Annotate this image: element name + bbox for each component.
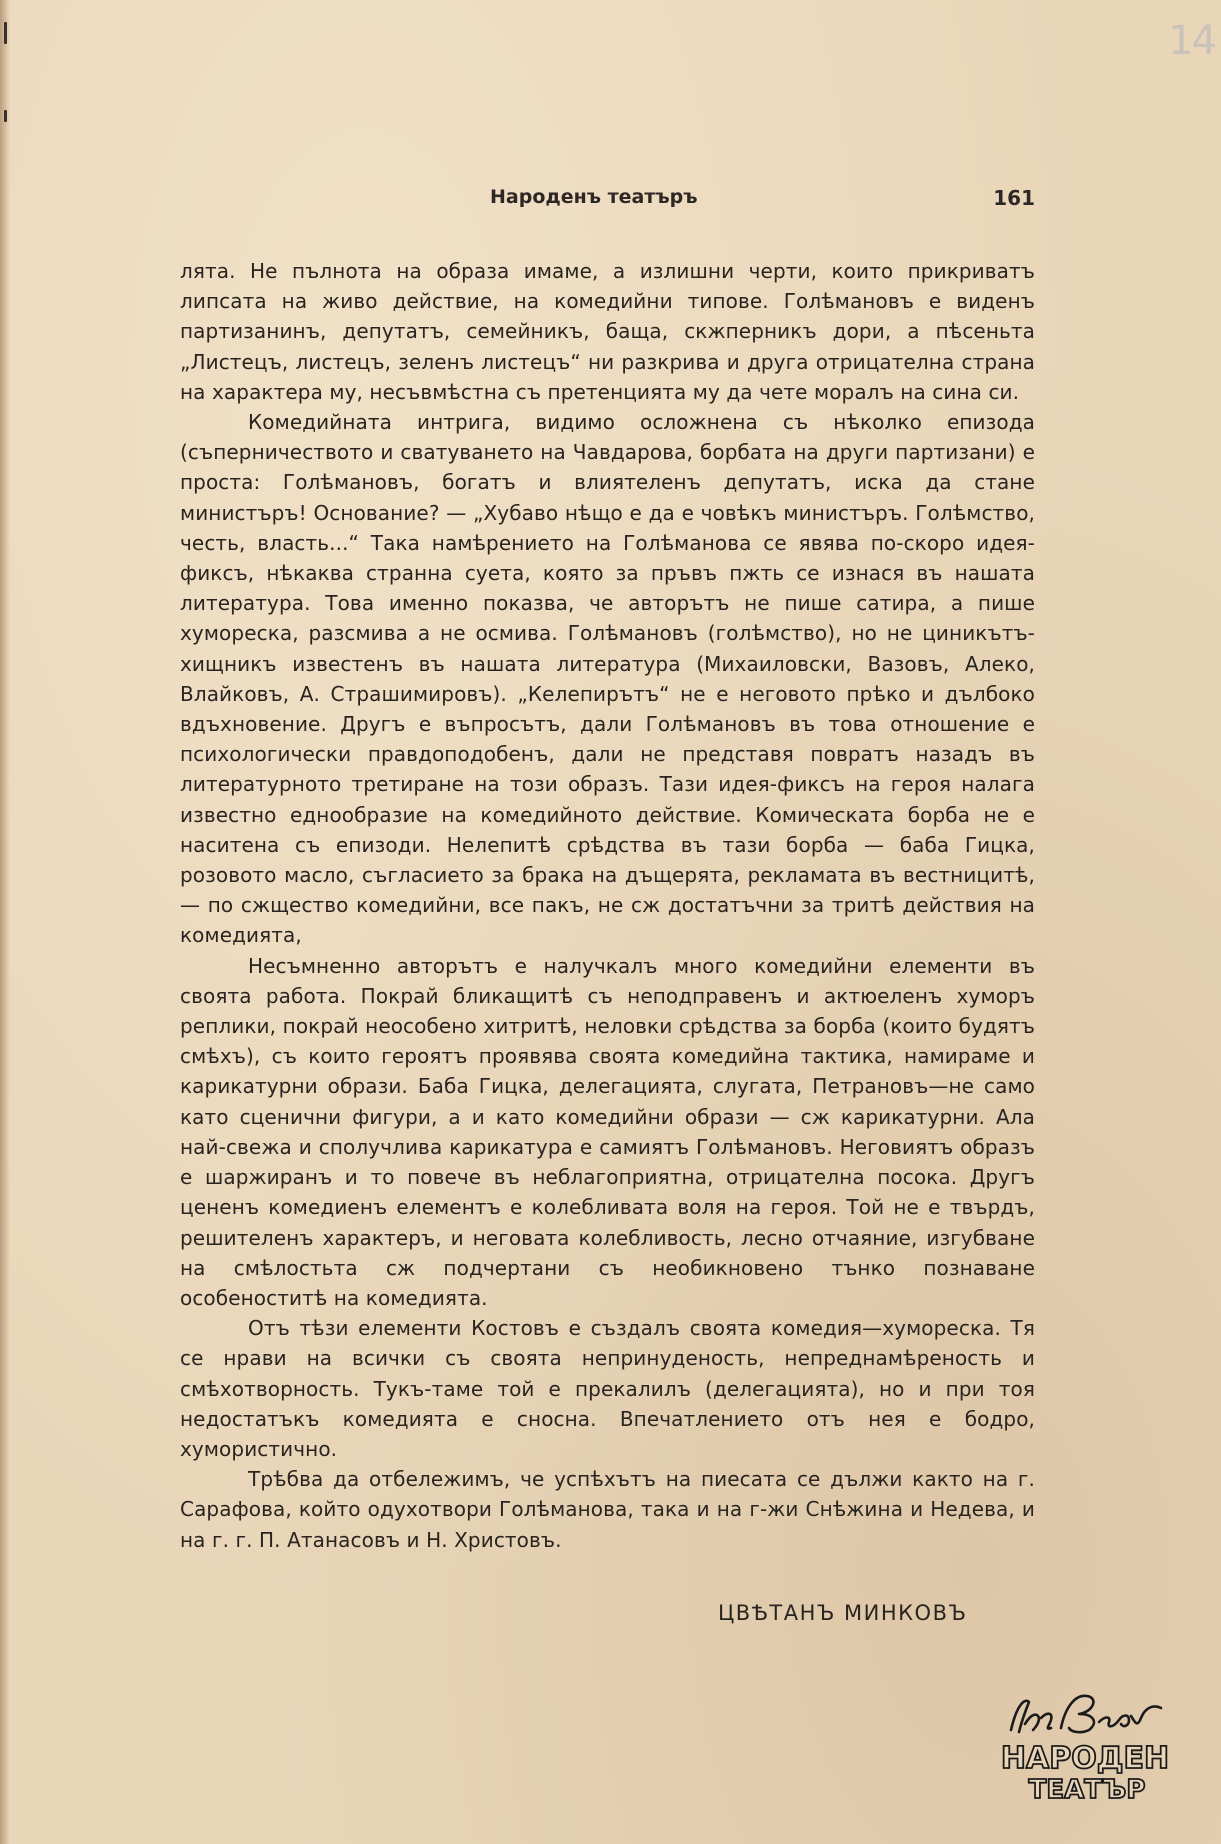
paragraph: Трѣбва да отбележимъ, че успѣхътъ на пиесата се дължи както на г. Сарафова, който одухотвори Голѣманова, така и на г-жи Снѣжина и Недева, и на г. г. П. Атанасовъ и Н. Христовъ. <box>180 1467 1035 1552</box>
paragraph: лята. Не пълнота на образа имаме, а излишни черти, които прикриватъ липсата на живо действие, на комедийни типове. Голѣмановъ е виденъ партизанинъ, депутатъ, семейникъ, баща, скжперникъ дори, а пѣсеньта „Листецъ, листецъ, зеленъ листецъ“ ни разкрива и друга отрицателна страна на характера му, несъвмѣстна съ претенцията му да чете моралъ на сина си. <box>180 259 1035 404</box>
national-theatre-stamp <box>995 1688 1175 1806</box>
binding-mark <box>4 110 7 122</box>
stamp-signature-mark <box>1011 1696 1161 1732</box>
binding-mark <box>4 22 7 44</box>
stamp-line-2: ТЕАТЪР <box>1028 1775 1146 1805</box>
running-header <box>180 180 1035 220</box>
margin-note: 14 <box>1168 18 1215 64</box>
paragraph: Несъмненно авторътъ е налучкалъ много комедийни елементи въ своята работа. Покрай бликащитѣ съ неподправенъ и актюеленъ хуморъ реплики, покрай неособено хитритѣ, неловки срѣдства за борба (които будятъ смѣхъ), съ които героятъ проявява своята комедийна тактика, намираме и карикатурни образи. Баба Гицка, делегацията, слугата, Петрановъ—не само като сценични фигури, а и като комедийни образи — сж карикатурни. Ала най-свежа и сполучлива карикатура е самиятъ Голѣмановъ. Неговиятъ образъ е шаржиранъ и то повече въ неблагоприятна, отрицателна посока. Другъ цененъ комедиенъ елементъ е колебливата воля на героя. Той не е твърдъ, решителенъ характеръ, и неговата колебливость, лесно отчаяние, изгубване на смѣлостьта сж подчертани съ необикновено тънко познаване особеноститѣ на комедията. <box>180 953 1035 1310</box>
page-left-edge <box>0 0 10 1844</box>
article-body <box>180 256 1035 1555</box>
paragraph: Комедийната интрига, видимо осложнена съ нѣколко епизода (съперничеството и сватуването на Чавдарова, борбата на други партизани) е проста: Голѣмановъ, богатъ и влиятеленъ депутатъ, иска да стане министъръ! Основание? — „Хубаво нѣщо е да е човѣкъ министъръ. Голѣмство, честь, власть...“ Така намѣрението на Голѣманова се явява по-скоро идея-фиксъ, нѣкаква странна суета, която за пръвъ пжть се изнася въ нашата литература. Това именно показва, че авторътъ не пише сатира, а пише хумореска, разсмива а не осмива. Голѣмановъ (голѣмство), но не циникътъ-хищникъ известенъ въ нашата литература (Михаиловски, Вазовъ, Алеко, Влайковъ, А. Страшимировъ). „Келепирътъ“ не е неговото прѣко и дълбоко вдъхновение. Другъ е въпросътъ, дали Голѣмановъ въ това отношение е психологически правдоподобенъ, дали не представя повратъ назадъ въ литературното третиране на този образъ. Тази идея-фиксъ на героя налага известно еднообразие на комедийното действие. Комическата борба не е наситена съ епизоди. Нелепитѣ срѣдства въ тази борба — баба Гицка, розовото масло, съгласието за брака на дъщерята, рекламата въ вестницитѣ, — по сжщество комедийни, все пакъ, не сж достатъчни за тритѣ действия на комедията, <box>180 410 1035 948</box>
paragraph: Отъ тѣзи елементи Костовъ е създалъ своята комедия—хумореска. Тя се нрави на всички съ своята непринуденость, непреднамѣреность и смѣхотворность. Тукъ-таме той е прекалилъ (делегацията), но и при тоя недостатъкъ комедията е сносна. Впечатлението отъ нея е бодро, хумористично. <box>180 1316 1035 1461</box>
running-title: Народенъ театъръ <box>490 186 698 208</box>
page-number: 161 <box>993 186 1035 210</box>
author-signature: ЦВѢТАНЪ МИНКОВЪ <box>718 1601 968 1625</box>
stamp-line-1: НАРОДЕН <box>1000 1741 1170 1776</box>
